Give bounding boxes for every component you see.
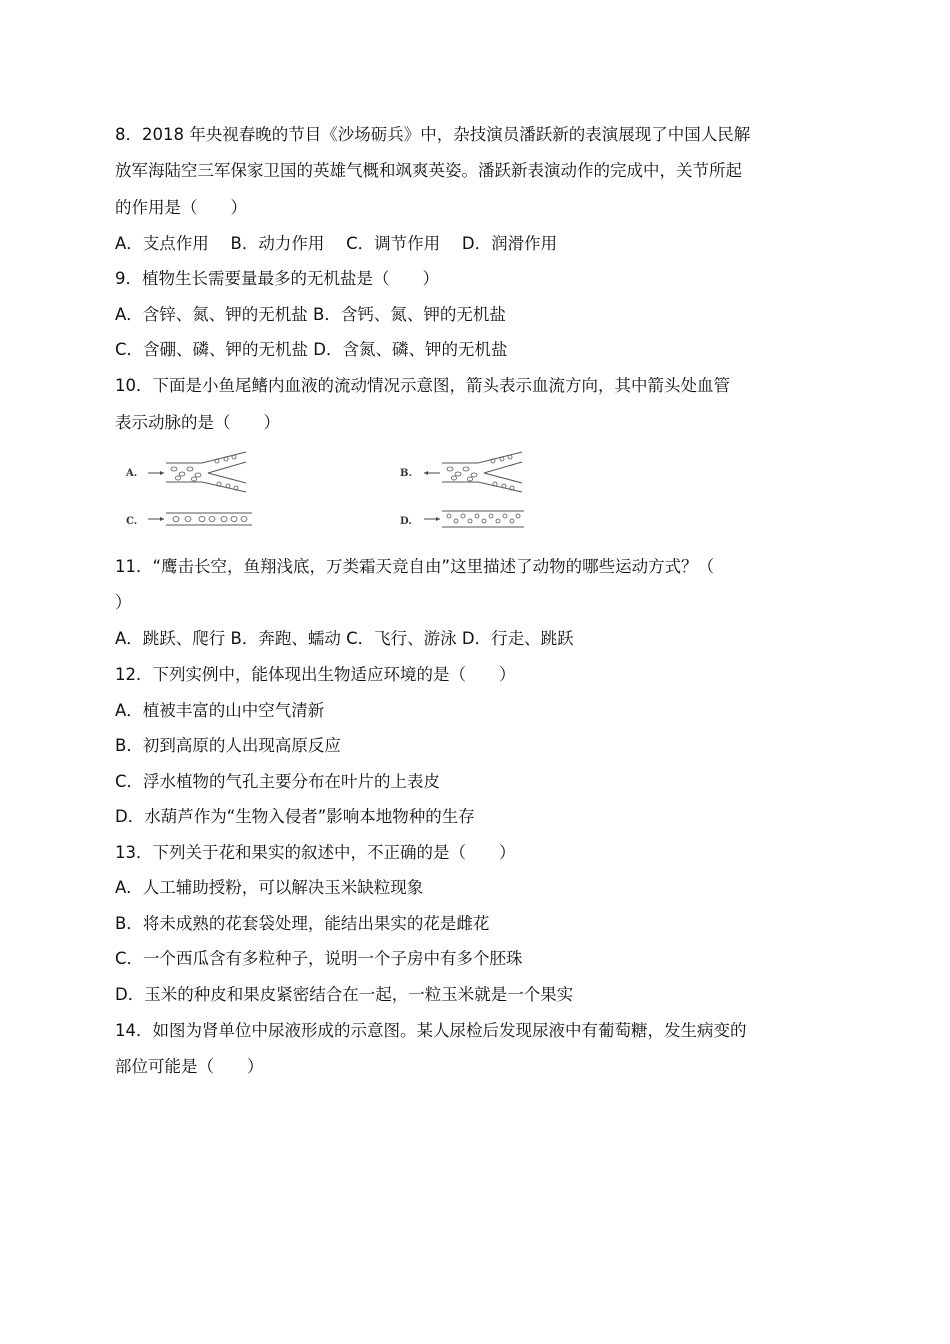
q12-option-d: D．水葫芦作为“生物入侵者”影响本地物种的生存 <box>115 807 475 826</box>
q9-stem: 9．植物生长需要量最多的无机盐是（ ） <box>115 269 439 288</box>
q12-option-a: A．植被丰富的山中空气清新 <box>115 701 325 720</box>
blood-flow-figure-c <box>120 504 260 536</box>
q8-stem-line-1: 8．2018 年央视春晚的节目《沙场砺兵》中，杂技演员潘跃新的表演展现了中国人民解 <box>115 125 751 144</box>
figure-b-label: B. <box>400 468 412 479</box>
q13-option-a: A．人工辅助授粉，可以解决玉米缺粒现象 <box>115 878 424 897</box>
figure-c-label: C. <box>126 516 138 527</box>
blood-flow-figure-b <box>394 448 534 494</box>
q13-option-c: C．一个西瓜含有多粒种子，说明一个子房中有多个胚珠 <box>115 949 523 968</box>
figure-d-label: D. <box>400 516 412 527</box>
q8-stem-line-2: 放军海陆空三军保家卫国的英雄气概和飒爽英姿。潘跃新表演动作的完成中，关节所起 <box>115 161 742 180</box>
blood-flow-figure-d <box>394 504 534 536</box>
figure-a-label: A. <box>126 468 138 479</box>
q12-stem: 12．下列实例中，能体现出生物适应环境的是（ ） <box>115 665 516 684</box>
q8-options: A．支点作用 B．动力作用 C．调节作用 D．润滑作用 <box>115 234 558 253</box>
q13-option-b: B．将未成熟的花套袋处理，能结出果实的花是雌花 <box>115 914 490 933</box>
q13-stem: 13．下列关于花和果实的叙述中，不正确的是（ ） <box>115 843 516 862</box>
q11-stem-line-2: ） <box>115 593 132 612</box>
blood-flow-figure-a <box>120 448 260 494</box>
q11-stem-line-1: 11．“鹰击长空，鱼翔浅底，万类霜天竞自由”这里描述了动物的哪些运动方式？（ <box>115 557 715 576</box>
q12-option-c: C．浮水植物的气孔主要分布在叶片的上表皮 <box>115 772 441 791</box>
q10-stem-line-1: 10．下面是小鱼尾鳍内血液的流动情况示意图，箭头表示血流方向，其中箭头处血管 <box>115 376 730 395</box>
q11-options: A．跳跃、爬行 B．奔跑、蠕动 C．飞行、游泳 D．行走、跳跃 <box>115 629 574 648</box>
q10-stem-line-2: 表示动脉的是（ ） <box>115 413 280 432</box>
q14-stem-line-1: 14．如图为肾单位中尿液形成的示意图。某人尿检后发现尿液中有葡萄糖，发生病变的 <box>115 1021 747 1040</box>
q8-stem-line-3: 的作用是（ ） <box>115 198 247 217</box>
q14-stem-line-2: 部位可能是（ ） <box>115 1057 264 1076</box>
q12-option-b: B．初到高原的人出现高原反应 <box>115 736 341 755</box>
q13-option-d: D．玉米的种皮和果皮紧密结合在一起，一粒玉米就是一个果实 <box>115 985 574 1004</box>
q9-options-ab: A．含锌、氮、钾的无机盐 B．含钙、氮、钾的无机盐 <box>115 305 506 324</box>
q9-options-cd: C．含硼、磷、钾的无机盐 D．含氮、磷、钾的无机盐 <box>115 340 508 359</box>
